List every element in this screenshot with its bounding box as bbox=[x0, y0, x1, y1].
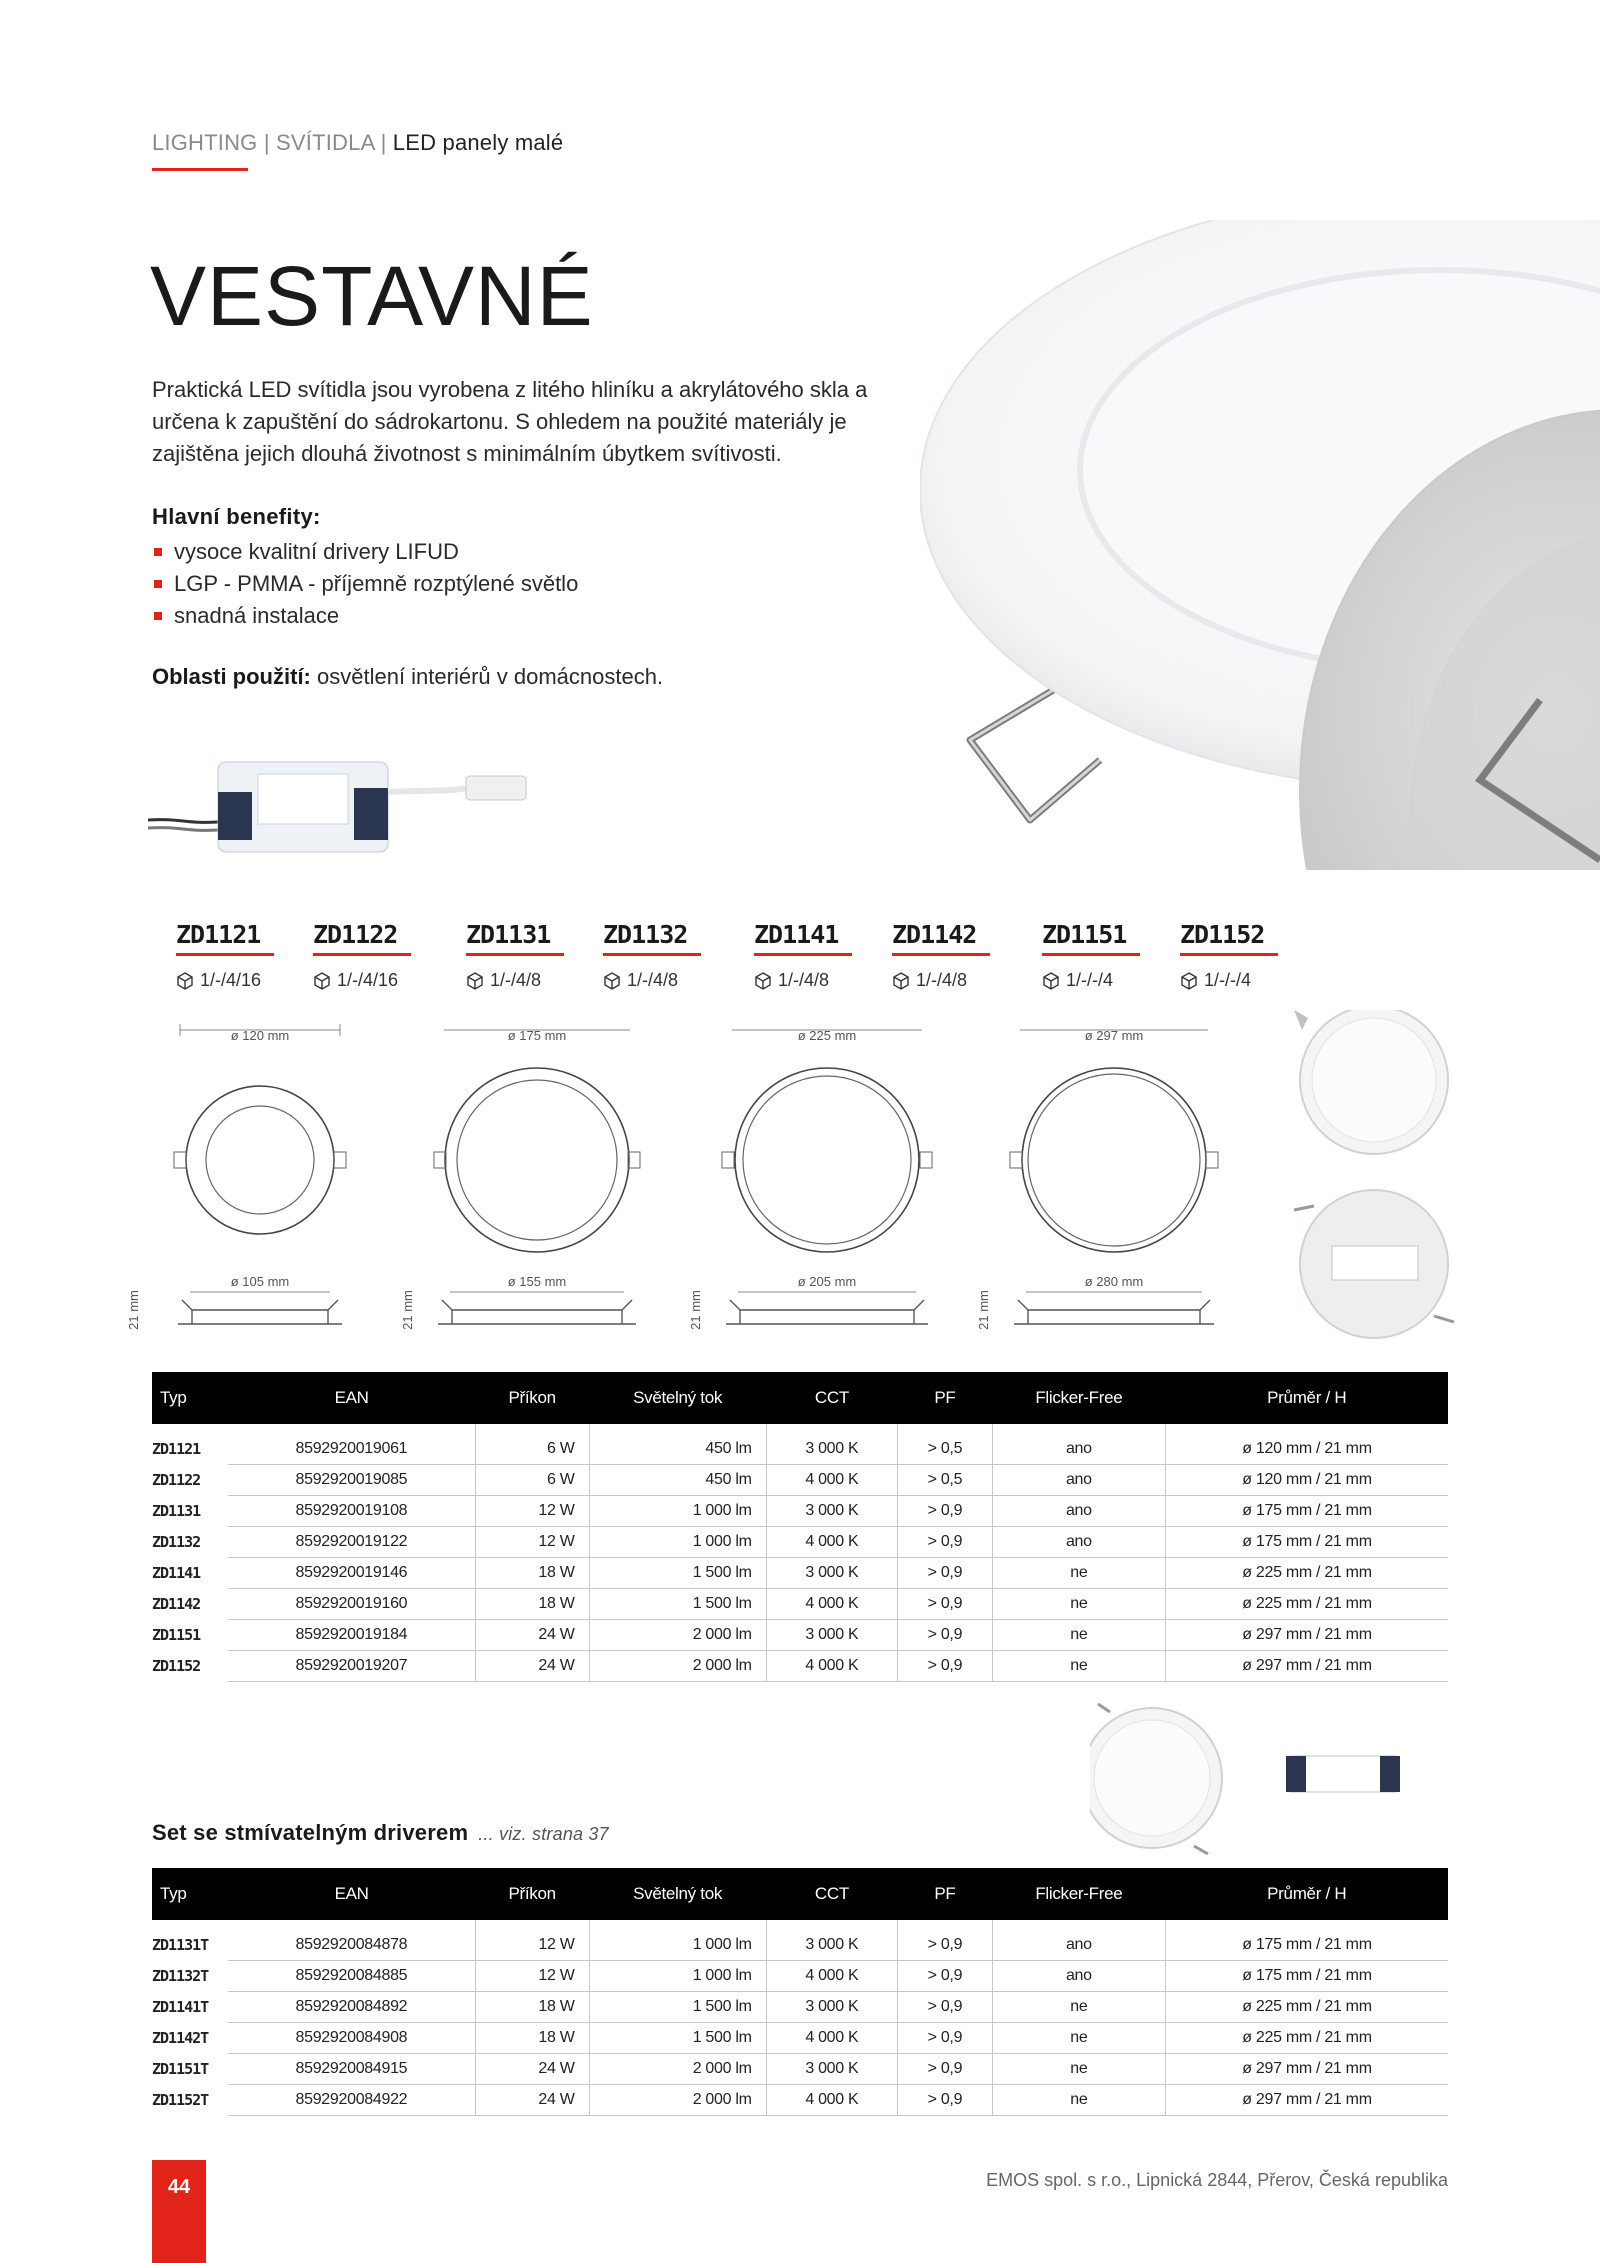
table-cell: ano bbox=[992, 1961, 1165, 1992]
table-cell: ano bbox=[992, 1424, 1165, 1465]
table-cell: 8592920019122 bbox=[228, 1527, 475, 1558]
table-cell: ZD1151 bbox=[152, 1626, 201, 1644]
table-cell: 8592920019061 bbox=[228, 1424, 475, 1465]
column-header: PF bbox=[898, 1868, 993, 1920]
table-cell: ø 225 mm / 21 mm bbox=[1165, 1992, 1448, 2023]
table-cell: ne bbox=[992, 1589, 1165, 1620]
table-cell: 4 000 K bbox=[766, 2023, 897, 2054]
footer-address: EMOS spol. s r.o., Lipnická 2844, Přerov, Česká republika bbox=[986, 2170, 1448, 2190]
table-cell: ø 175 mm / 21 mm bbox=[1165, 1496, 1448, 1527]
product-code: ZD1121 1/-/4/16 bbox=[176, 920, 276, 991]
driver-image bbox=[148, 752, 548, 862]
benefits-list bbox=[152, 536, 578, 632]
table-cell: > 0,9 bbox=[898, 2085, 993, 2116]
table-cell: 8592920019085 bbox=[228, 1465, 475, 1496]
table-cell: 1 500 lm bbox=[589, 1589, 766, 1620]
table-row bbox=[152, 2054, 1448, 2085]
table-row bbox=[152, 1465, 1448, 1496]
package-box-icon bbox=[892, 972, 910, 990]
table-cell: ne bbox=[992, 1620, 1165, 1651]
table-row bbox=[152, 1496, 1448, 1527]
package-box-icon bbox=[1042, 972, 1060, 990]
usage-line bbox=[152, 664, 663, 690]
product-code: ZD1151 1/-/-/4 bbox=[1042, 920, 1142, 991]
table-cell: 24 W bbox=[475, 1651, 589, 1682]
table-cell: 8592920019184 bbox=[228, 1620, 475, 1651]
table-row bbox=[152, 1961, 1448, 1992]
table-row bbox=[152, 1920, 1448, 1961]
column-header: Příkon bbox=[475, 1868, 589, 1920]
product-code: ZD1122 1/-/4/16 bbox=[313, 920, 413, 991]
table-cell: 18 W bbox=[475, 1558, 589, 1589]
table-row bbox=[152, 1589, 1448, 1620]
set-product-images bbox=[1090, 1690, 1470, 1860]
table-cell: ano bbox=[992, 1465, 1165, 1496]
page-number: 44 bbox=[152, 2160, 206, 2263]
table-cell: 4 000 K bbox=[766, 1527, 897, 1558]
outer-diameter-label: ø 175 mm bbox=[507, 1028, 567, 1043]
table-cell: ø 297 mm / 21 mm bbox=[1165, 2054, 1448, 2085]
breadcrumb-level1: LIGHTING bbox=[152, 130, 258, 155]
drawing-120 bbox=[126, 1024, 346, 1330]
breadcrumb-level2: SVÍTIDLA bbox=[276, 130, 375, 155]
table-cell: 3 000 K bbox=[766, 2054, 897, 2085]
table-cell: 8592920084892 bbox=[228, 1992, 475, 2023]
table-cell: ZD1151T bbox=[152, 2060, 209, 2078]
column-header: CCT bbox=[766, 1868, 897, 1920]
height-label: 21 mm bbox=[688, 1290, 703, 1330]
table-cell: 2 000 lm bbox=[589, 1651, 766, 1682]
product-code-row bbox=[176, 920, 1296, 1020]
product-code: ZD1152 1/-/-/4 bbox=[1180, 920, 1280, 991]
table-cell: ZD1142T bbox=[152, 2029, 209, 2047]
table-cell: > 0,9 bbox=[898, 2054, 993, 2085]
set-heading bbox=[152, 1820, 609, 1846]
table-cell: ne bbox=[992, 2085, 1165, 2116]
table-cell: ø 225 mm / 21 mm bbox=[1165, 1589, 1448, 1620]
column-header: EAN bbox=[228, 1868, 475, 1920]
column-header: PF bbox=[898, 1372, 993, 1424]
table-cell: ø 120 mm / 21 mm bbox=[1165, 1465, 1448, 1496]
cutout-diameter-label: ø 105 mm bbox=[230, 1274, 290, 1289]
table-cell: 18 W bbox=[475, 2023, 589, 2054]
table-cell: > 0,9 bbox=[898, 1920, 993, 1961]
table-cell: ne bbox=[992, 2054, 1165, 2085]
table-cell: ne bbox=[992, 1651, 1165, 1682]
benefit-item: snadná instalace bbox=[152, 600, 578, 632]
table-cell: 24 W bbox=[475, 2054, 589, 2085]
height-label: 21 mm bbox=[126, 1290, 141, 1330]
table-cell: ø 297 mm / 21 mm bbox=[1165, 2085, 1448, 2116]
column-header: Průměr / H bbox=[1165, 1868, 1448, 1920]
breadcrumb-separator: | bbox=[263, 130, 270, 155]
column-header: Světelný tok bbox=[589, 1372, 766, 1424]
page-title: VESTAVNÉ bbox=[150, 249, 594, 343]
table-cell: > 0,9 bbox=[898, 1527, 993, 1558]
table-row bbox=[152, 1558, 1448, 1589]
table-cell: 8592920084908 bbox=[228, 2023, 475, 2054]
table-cell: 8592920019160 bbox=[228, 1589, 475, 1620]
column-header: CCT bbox=[766, 1372, 897, 1424]
breadcrumb-current: LED panely malé bbox=[392, 130, 564, 155]
table-cell: ø 225 mm / 21 mm bbox=[1165, 1558, 1448, 1589]
outer-diameter-label: ø 120 mm bbox=[230, 1028, 290, 1043]
table-cell: ø 225 mm / 21 mm bbox=[1165, 2023, 1448, 2054]
table-cell: 1 000 lm bbox=[589, 1961, 766, 1992]
table-cell: ZD1131T bbox=[152, 1936, 209, 1955]
table-cell: > 0,9 bbox=[898, 1558, 993, 1589]
table-cell: 1 500 lm bbox=[589, 2023, 766, 2054]
cutout-diameter-label: ø 205 mm bbox=[797, 1274, 857, 1289]
column-header: Flicker-Free bbox=[992, 1868, 1165, 1920]
column-header: EAN bbox=[228, 1372, 475, 1424]
breadcrumb bbox=[152, 130, 563, 156]
table-cell: 4 000 K bbox=[766, 1465, 897, 1496]
table-cell: 2 000 lm bbox=[589, 2054, 766, 2085]
set-page-reference[interactable]: ... viz. strana 37 bbox=[478, 1824, 609, 1844]
table-cell: > 0,9 bbox=[898, 1620, 993, 1651]
table-row bbox=[152, 1992, 1448, 2023]
table-cell: 1 000 lm bbox=[589, 1527, 766, 1558]
column-header: Typ bbox=[152, 1868, 228, 1920]
square-bullet-icon bbox=[154, 548, 162, 556]
column-header: Flicker-Free bbox=[992, 1372, 1165, 1424]
table-cell: > 0,9 bbox=[898, 1496, 993, 1527]
table-cell: 18 W bbox=[475, 1589, 589, 1620]
table-cell: ø 175 mm / 21 mm bbox=[1165, 1527, 1448, 1558]
table-cell: ø 297 mm / 21 mm bbox=[1165, 1620, 1448, 1651]
table-cell: ZD1122 bbox=[152, 1471, 201, 1489]
benefit-item: vysoce kvalitní drivery LIFUD bbox=[152, 536, 578, 568]
table-row bbox=[152, 1527, 1448, 1558]
package-box-icon bbox=[603, 972, 621, 990]
package-box-icon bbox=[754, 972, 772, 990]
table-cell: ZD1121 bbox=[152, 1440, 201, 1459]
table-cell: 6 W bbox=[475, 1424, 589, 1465]
table-cell: > 0,9 bbox=[898, 1961, 993, 1992]
table-cell: 1 000 lm bbox=[589, 1920, 766, 1961]
drawing-175 bbox=[400, 1028, 640, 1330]
square-bullet-icon bbox=[154, 580, 162, 588]
table-cell: 4 000 K bbox=[766, 1651, 897, 1682]
table-row bbox=[152, 1651, 1448, 1682]
table-cell: 8592920019146 bbox=[228, 1558, 475, 1589]
table-cell: 8592920084915 bbox=[228, 2054, 475, 2085]
table-cell: 450 lm bbox=[589, 1465, 766, 1496]
table-cell: ano bbox=[992, 1496, 1165, 1527]
table-cell: ZD1141T bbox=[152, 1998, 209, 2016]
product-thumbnails bbox=[1290, 1010, 1470, 1350]
table-cell: 1 500 lm bbox=[589, 1558, 766, 1589]
table-cell: 4 000 K bbox=[766, 1961, 897, 1992]
breadcrumb-underline bbox=[152, 168, 248, 171]
column-header: Průměr / H bbox=[1165, 1372, 1448, 1424]
outer-diameter-label: ø 225 mm bbox=[797, 1028, 857, 1043]
table-cell: 6 W bbox=[475, 1465, 589, 1496]
table-cell: > 0,5 bbox=[898, 1465, 993, 1496]
table-cell: ano bbox=[992, 1527, 1165, 1558]
table-cell: 3 000 K bbox=[766, 1920, 897, 1961]
table-cell: ano bbox=[992, 1920, 1165, 1961]
table-cell: 4 000 K bbox=[766, 1589, 897, 1620]
table-cell: > 0,9 bbox=[898, 1992, 993, 2023]
outer-diameter-label: ø 297 mm bbox=[1084, 1028, 1144, 1043]
spec-table bbox=[152, 1372, 1448, 1682]
table-cell: ZD1132 bbox=[152, 1533, 201, 1551]
cutout-diameter-label: ø 155 mm bbox=[507, 1274, 567, 1289]
square-bullet-icon bbox=[154, 612, 162, 620]
set-spec-table bbox=[152, 1868, 1448, 2116]
table-cell: ne bbox=[992, 1992, 1165, 2023]
table-cell: 3 000 K bbox=[766, 1496, 897, 1527]
intro-paragraph: Praktická LED svítidla jsou vyrobena z litého hliníku a akrylátového skla a určena k zapuštění do sádrokartonu. S ohledem na použité materiály je zajištěna jejich dlouhá životnost s minimálním úbytkem svítivosti. bbox=[152, 377, 868, 466]
table-cell: 1 500 lm bbox=[589, 1992, 766, 2023]
set-title: Set se stmívatelným driverem bbox=[152, 1820, 469, 1845]
table-cell: > 0,9 bbox=[898, 2023, 993, 2054]
table-header-row bbox=[152, 1372, 1448, 1424]
table-row bbox=[152, 2023, 1448, 2054]
table-cell: 3 000 K bbox=[766, 1424, 897, 1465]
table-cell: ZD1152T bbox=[152, 2091, 209, 2109]
table-cell: 1 000 lm bbox=[589, 1496, 766, 1527]
table-cell: > 0,9 bbox=[898, 1589, 993, 1620]
table-cell: ne bbox=[992, 1558, 1165, 1589]
table-cell: 3 000 K bbox=[766, 1620, 897, 1651]
drawing-225 bbox=[688, 1028, 932, 1330]
table-cell: 12 W bbox=[475, 1920, 589, 1961]
table-cell: ø 175 mm / 21 mm bbox=[1165, 1961, 1448, 1992]
cutout-diameter-label: ø 280 mm bbox=[1084, 1274, 1144, 1289]
table-cell: 3 000 K bbox=[766, 1558, 897, 1589]
table-row bbox=[152, 1620, 1448, 1651]
table-cell: ZD1132T bbox=[152, 1967, 209, 1985]
table-cell: 8592920084878 bbox=[228, 1920, 475, 1961]
breadcrumb-separator: | bbox=[380, 130, 387, 155]
package-box-icon bbox=[1180, 972, 1198, 990]
package-box-icon bbox=[313, 972, 331, 990]
table-cell: > 0,9 bbox=[898, 1651, 993, 1682]
table-cell: ZD1152 bbox=[152, 1657, 201, 1675]
table-cell: ZD1131 bbox=[152, 1502, 201, 1520]
column-header: Světelný tok bbox=[589, 1868, 766, 1920]
table-cell: > 0,5 bbox=[898, 1424, 993, 1465]
height-label: 21 mm bbox=[400, 1290, 415, 1330]
table-cell: 12 W bbox=[475, 1496, 589, 1527]
hero-product-image bbox=[920, 220, 1600, 870]
table-cell: 12 W bbox=[475, 1961, 589, 1992]
product-code: ZD1141 1/-/4/8 bbox=[754, 920, 854, 991]
height-label: 21 mm bbox=[976, 1290, 991, 1330]
product-code: ZD1142 1/-/4/8 bbox=[892, 920, 992, 991]
table-cell: 18 W bbox=[475, 1992, 589, 2023]
table-cell: 3 000 K bbox=[766, 1992, 897, 2023]
benefits-heading: Hlavní benefity: bbox=[152, 504, 321, 529]
column-header: Příkon bbox=[475, 1372, 589, 1424]
package-box-icon bbox=[466, 972, 484, 990]
table-cell: 8592920084885 bbox=[228, 1961, 475, 1992]
table-cell: ne bbox=[992, 2023, 1165, 2054]
benefit-item: LGP - PMMA - příjemně rozptýlené světlo bbox=[152, 568, 578, 600]
table-cell: 450 lm bbox=[589, 1424, 766, 1465]
table-cell: 2 000 lm bbox=[589, 1620, 766, 1651]
table-row bbox=[152, 1424, 1448, 1465]
usage-label: Oblasti použití: bbox=[152, 664, 311, 689]
product-code: ZD1132 1/-/4/8 bbox=[603, 920, 703, 991]
table-cell: 8592920084922 bbox=[228, 2085, 475, 2116]
table-cell: ø 175 mm / 21 mm bbox=[1165, 1920, 1448, 1961]
table-cell: 2 000 lm bbox=[589, 2085, 766, 2116]
table-cell: ZD1142 bbox=[152, 1595, 201, 1613]
technical-drawings bbox=[118, 1010, 1298, 1340]
table-cell: 8592920019108 bbox=[228, 1496, 475, 1527]
column-header: Typ bbox=[152, 1372, 228, 1424]
table-cell: ø 297 mm / 21 mm bbox=[1165, 1651, 1448, 1682]
package-box-icon bbox=[176, 972, 194, 990]
table-cell: ø 120 mm / 21 mm bbox=[1165, 1424, 1448, 1465]
table-cell: ZD1141 bbox=[152, 1564, 201, 1582]
table-cell: 24 W bbox=[475, 2085, 589, 2116]
usage-text: osvětlení interiérů v domácnostech. bbox=[310, 664, 664, 689]
table-cell: 12 W bbox=[475, 1527, 589, 1558]
table-row bbox=[152, 2085, 1448, 2116]
table-header-row bbox=[152, 1868, 1448, 1920]
drawing-297 bbox=[976, 1028, 1218, 1330]
table-cell: 8592920019207 bbox=[228, 1651, 475, 1682]
table-cell: 24 W bbox=[475, 1620, 589, 1651]
product-code: ZD1131 1/-/4/8 bbox=[466, 920, 566, 991]
table-cell: 4 000 K bbox=[766, 2085, 897, 2116]
